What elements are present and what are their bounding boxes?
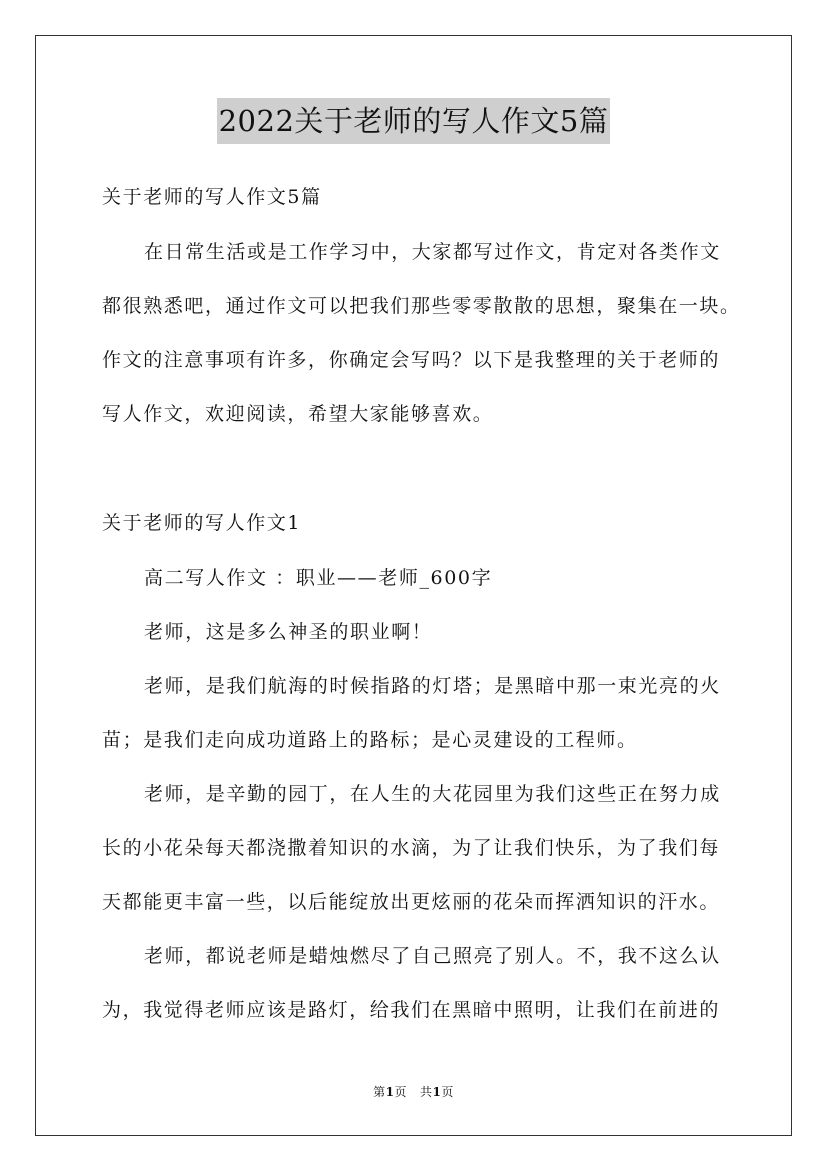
footer-page-prefix: 第 [373, 1085, 386, 1099]
body-line-7: 天都能更丰富一些，以后能绽放出更炫丽的花朵而挥洒知识的汗水。 [102, 891, 721, 913]
body-line-3: 老师，是我们航海的时候指路的灯塔；是黑暗中那一束光亮的火 [144, 675, 721, 697]
body-line-4: 苗；是我们走向成功道路上的路标；是心灵建设的工程师。 [102, 729, 638, 751]
body-line-1: 高二写人作文 ：职业——老师_600字 [144, 567, 493, 589]
body-line-5: 老师，是辛勤的园丁，在人生的大花园里为我们这些正在努力成 [144, 783, 721, 805]
section-heading: 关于老师的写人作文1 [102, 512, 302, 534]
intro-line-2: 都很熟悉吧，通过作文可以把我们那些零零散散的思想，聚集在一块。 [102, 295, 741, 317]
footer-total-number: 1 [432, 1085, 442, 1099]
footer-total-prefix: 共 [419, 1085, 433, 1099]
page-footer [0, 1083, 827, 1100]
body-line-2: 老师，这是多么神圣的职业啊！ [144, 621, 433, 643]
body-line-9: 为，我觉得老师应该是路灯，给我们在黑暗中照明，让我们在前进的 [102, 999, 721, 1021]
subtitle: 关于老师的写人作文5篇 [102, 186, 322, 208]
body-line-6: 长的小花朵每天都浇撒着知识的水滴，为了让我们快乐，为了我们每 [102, 837, 721, 859]
body-line-8: 老师，都说老师是蜡烛燃尽了自己照亮了别人。不，我不这么认 [144, 945, 721, 967]
intro-line-3: 作文的注意事项有许多，你确定会写吗？以下是我整理的关于老师的 [102, 349, 721, 371]
footer-total-suffix: 页 [441, 1085, 454, 1099]
footer-page-number: 1 [385, 1085, 395, 1099]
footer-page-suffix: 页 [394, 1085, 408, 1099]
intro-line-1: 在日常生活或是工作学习中，大家都写过作文，肯定对各类作文 [144, 241, 721, 263]
document-title: 2022关于老师的写人作文5篇 [217, 98, 611, 144]
document-title-wrap [0, 98, 827, 144]
intro-line-4: 写人作文，欢迎阅读，希望大家能够喜欢。 [102, 403, 494, 425]
